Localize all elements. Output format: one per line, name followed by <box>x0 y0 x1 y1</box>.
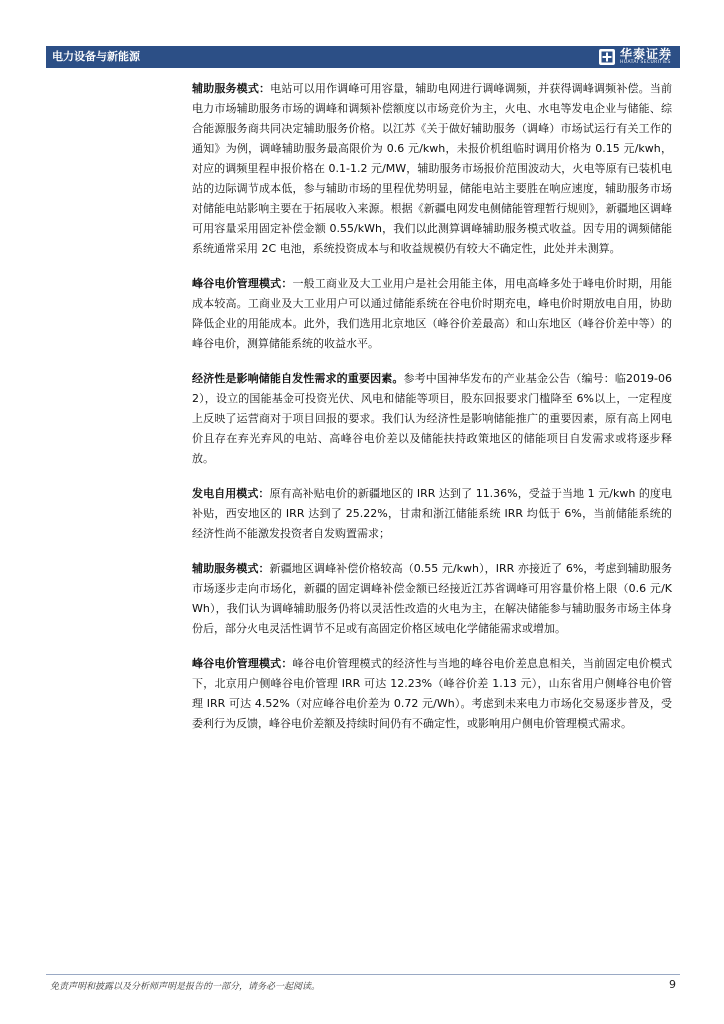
brand-name-cn: 华泰证券 <box>619 47 672 62</box>
page-number: 9 <box>669 978 676 991</box>
paragraph-text: 峰谷电价管理模式的经济性与当地的峰谷电价差息息相关，当前固定电价模式下，北京用户侧峰谷电价管理 IRR 可达 12.23%（峰谷价差 1.13 元），山东省用户侧峰谷电价管理 IRR 可达 4.52%（对应峰谷电价差为 0.72 元/Wh）。考虑到未来电力市场化交易逐步普及，受委利行为反馈，峰谷电价差额及持续时间仍有不确定性，或影响用户侧电价管理模式需求。 <box>192 657 672 730</box>
header-section-title: 电力设备与新能源 <box>52 50 140 63</box>
body-content <box>192 79 672 749</box>
paragraph-text: 电站可以用作调峰可用容量，辅助电网进行调峰调频，并获得调峰调频补偿。当前电力市场辅助服务市场的调峰和调频补偿额度以市场竞价为主，火电、水电等发电企业与储能、综合能源服务商共同决定辅助服务价格。以江苏《关于做好辅助服务（调峰）市场试运行有关工作的通知》为例，调峰辅助服务最高限价为 0.6 元/kwh，未报价机组临时调用价格为 0.15 元/kwh，对应的调频里程申报价格在 0.1-1.2 元/MW，辅助服务市场报价范围波动大，火电等原有已装机电站的边际调节成本低，参与辅助市场的里程优势明显，储能电站主要胜在响应速度，辅助服务市场对储能电站影响主要在于拓展收入来源。根据《新疆电网发电侧储能管理暂行规则》，新疆地区调峰可用容量采用固定补偿金额 0.55/kWh，我们以此测算调峰辅助服务模式收益。因专用的调频储能系统通常采用 2C 电池，系统投资成本与和收益规模仍有较大不确定性，此处并未测算。 <box>192 82 673 255</box>
paragraph-text: 一般工商业及大工业用户是社会用能主体，用电高峰多处于峰电价时期，用能成本较高。工商业及大工业用户可以通过储能系统在谷电价时期充电，峰电价时期放电自用，协助降低企业的用能成本。此外，我们选用北京地区（峰谷价差最高）和山东地区（峰谷价差中等）的峰谷电价，测算储能系统的收益水平。 <box>192 277 672 350</box>
paragraph-ancillary-irr <box>192 559 672 639</box>
brand-text <box>620 48 672 66</box>
paragraph-lead: 辅助服务模式： <box>192 82 271 95</box>
brand <box>598 48 672 66</box>
paragraph-lead: 峰谷电价管理模式： <box>192 657 293 670</box>
paragraph-text: 新疆地区调峰补偿价格较高（0.55 元/kwh），IRR 亦接近了 6%，考虑到辅助服务市场逐步走向市场化，新疆的固定调峰补偿金额已经接近江苏省调峰可用容量价格上限（0.6 元/KWh），我们认为调峰辅助服务仍将以灵活性改造的火电为主，在解决储能参与辅助服务市场主体身份后，部分火电灵活性调节不足或有高固定价格区域电化学储能需求或增加。 <box>192 562 672 635</box>
paragraph-ancillary-service <box>192 79 672 259</box>
paragraph-lead: 发电自用模式： <box>192 487 270 500</box>
paragraph-text: 参考中国神华发布的产业基金公告（编号：临2019-062），设立的国能基金可投资光伏、风电和储能等项目，股东回报要求门槛降至 6%以上，一定程度上反映了运营商对于项目回报的要求。我们认为经济性是影响储能推广的重要因素，原有高上网电价且存在弃光弃风的电站、高峰谷电价差以及储能扶持政策地区的储能项目自发需求或将逐步释放。 <box>192 372 672 465</box>
header-bar <box>46 46 680 68</box>
paragraph-peak-valley <box>192 274 672 354</box>
paragraph-self-use <box>192 484 672 544</box>
footer-disclaimer: 免责声明和披露以及分析师声明是报告的一部分，请务必一起阅读。 <box>50 982 321 992</box>
paragraph-lead: 辅助服务模式： <box>192 562 270 575</box>
paragraph-text: 原有高补贴电价的新疆地区的 IRR 达到了 11.36%，受益于当地 1 元/kwh 的度电补贴，西安地区的 IRR 达到了 25.22%，甘肃和浙江储能系统 IRR 均低于 6%，当前储能系统的经济性尚不能激发投资者自发购置需求； <box>192 487 672 540</box>
brand-name-en: HUATAI SECURITIES <box>619 60 671 66</box>
paragraph-lead: 经济性是影响储能自发性需求的重要因素。 <box>192 372 404 385</box>
paragraph-economics <box>192 369 672 469</box>
paragraph-lead: 峰谷电价管理模式： <box>192 277 293 290</box>
huatai-logo-icon <box>598 48 616 66</box>
paragraph-peak-valley-irr <box>192 654 672 734</box>
footer-divider <box>46 974 680 975</box>
